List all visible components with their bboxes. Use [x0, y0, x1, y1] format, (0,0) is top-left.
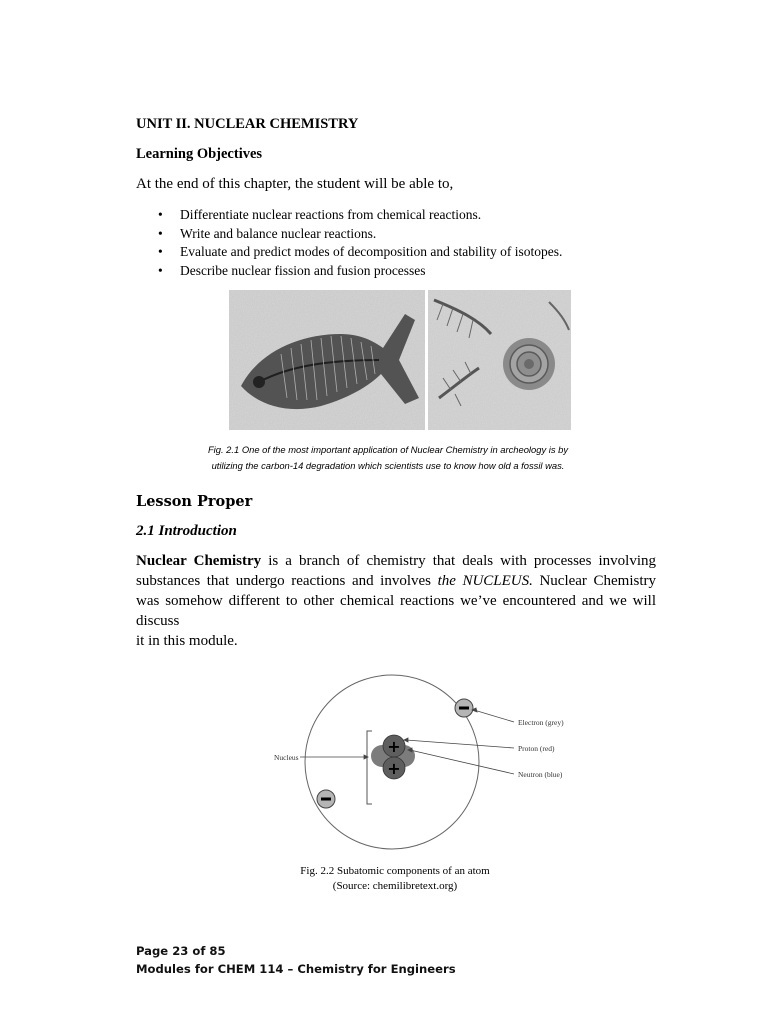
unit-title: UNIT II. NUCLEAR CHEMISTRY [136, 116, 359, 132]
electron-label: Electron (grey) [518, 718, 564, 727]
intro-paragraph [136, 551, 656, 651]
svg-text:+: + [387, 759, 401, 778]
learning-objectives-heading: Learning Objectives [136, 146, 263, 162]
proton-label: Proton (red) [518, 744, 555, 753]
term-nuclear-chemistry: Nuclear Chemistry [136, 553, 262, 569]
objective-item: • Evaluate and predict modes of decomposition and stability of isotopes. [136, 243, 562, 262]
atom-diagram [260, 666, 580, 856]
ammonite-fossil-image [428, 290, 571, 430]
paragraph-last-line: it in this module. [136, 633, 238, 649]
figure-1-caption-line: Fig. 2.1 One of the most important application of Nuclear Chemistry in archeology is by [207, 444, 569, 455]
lesson-proper-heading: Lesson Proper [136, 493, 253, 510]
figure-2-caption-line: Fig. 2.2 Subatomic components of an atom [300, 865, 490, 877]
objectives-list [136, 206, 562, 280]
figure-1-caption [170, 442, 606, 474]
figure-2-source: (Source: chemilibretext.org) [332, 880, 458, 892]
neutron-label: Neutron (blue) [518, 770, 563, 779]
nucleus-label: Nucleus [274, 753, 299, 762]
nucleus-bracket [367, 731, 372, 804]
objective-item: • Differentiate nuclear reactions from chemical reactions. [136, 206, 562, 225]
page-footer [136, 942, 456, 978]
section-title: 2.1 Introduction [136, 523, 237, 539]
objective-item: • Describe nuclear fission and fusion processes [136, 262, 562, 281]
svg-text:+: + [387, 737, 401, 756]
page-number: Page 23 of 85 [136, 944, 226, 958]
fossil-photos [229, 290, 571, 430]
fish-fossil-image [229, 290, 425, 430]
figure-2-caption [270, 864, 520, 894]
objectives-intro: At the end of this chapter, the student will be able to, [136, 176, 454, 192]
paragraph-text: Nuclear Chemistry was somehow different to other chemical reactions we’ve encountered and we will discuss [136, 573, 656, 629]
paragraph-text: is a branch of chemistry that deals with processes involving substances that undergo reactions and involves [136, 553, 656, 589]
emphasis-nucleus: the NUCLEUS. [437, 573, 533, 589]
electron-bottom [317, 790, 335, 808]
electron-top [455, 699, 473, 717]
objective-item: • Write and balance nuclear reactions. [136, 225, 562, 244]
module-title: Modules for CHEM 114 – Chemistry for Engineers [136, 962, 456, 976]
figure-1-caption-line: utilizing the carbon-14 degradation which scientists use to know how old a fossil was. [211, 460, 565, 471]
